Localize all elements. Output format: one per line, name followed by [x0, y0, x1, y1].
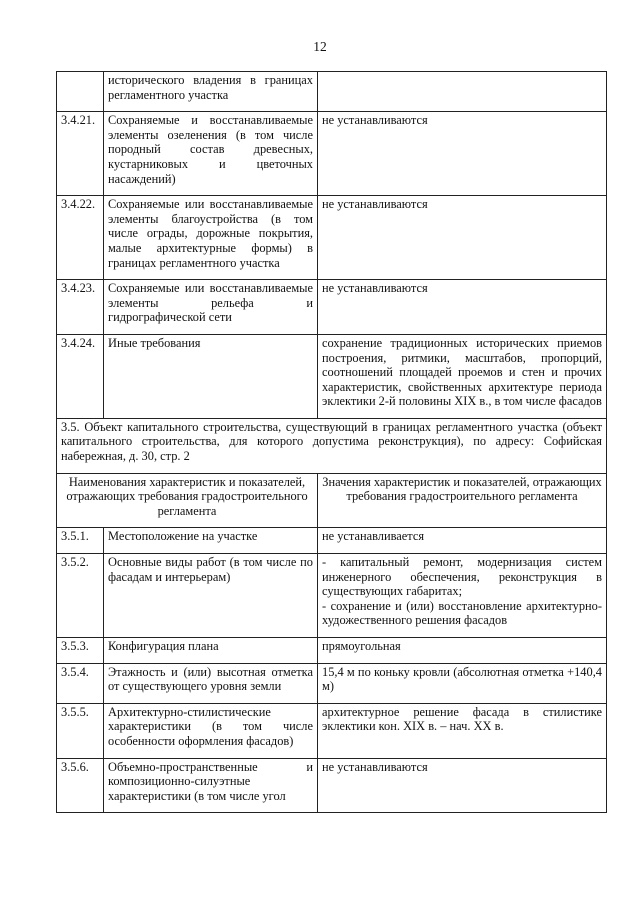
row-characteristic: Иные требования [104, 334, 318, 418]
row-value [318, 663, 607, 703]
row-value-paragraph: - капитальный ремонт, модернизация систем инженерного обеспечения, реконструкция в существующих габаритах; [322, 555, 602, 599]
table-section-3-5 [57, 528, 607, 813]
column-header-row [57, 473, 607, 528]
table-row [57, 638, 607, 664]
row-number: 3.5.2. [57, 554, 104, 638]
row-value [318, 72, 607, 112]
row-value [318, 528, 607, 554]
row-characteristic: Архитектурно-стилистические характеристики (в том числе особенности оформления фасадов) [104, 703, 318, 758]
table-row [57, 280, 607, 335]
row-value-paragraph: 15,4 м по коньку кровли (абсолютная отметка +140,4 м) [322, 664, 602, 694]
table-row [57, 663, 607, 703]
row-value [318, 758, 607, 813]
column-header-names: Наименования характеристик и показателей, отражающих требования градостроительного регламента [57, 473, 318, 528]
column-header-values: Значения характеристик и показателей, отражающих требования градостроительного регламента [318, 473, 607, 528]
table-row [57, 72, 607, 112]
row-value-paragraph: не устанавливаются [322, 759, 428, 774]
page-number: 12 [313, 39, 327, 54]
row-value [318, 703, 607, 758]
row-number: 3.5.3. [57, 638, 104, 664]
row-number: 3.5.4. [57, 663, 104, 703]
row-value-paragraph: прямоугольная [322, 639, 401, 653]
row-characteristic: Сохраняемые и восстанавливаемые элементы озеленения (в том числе породный состав древесных, кустарниковых и цветочных насаждений) [104, 112, 318, 196]
row-characteristic: Объемно-пространственные и композиционно-силуэтные характеристики (в том числе угол [104, 758, 318, 813]
row-number: 3.4.21. [57, 112, 104, 196]
row-characteristic: Сохраняемые или восстанавливаемые элементы рельефа и гидрографической сети [104, 280, 318, 335]
table-row [57, 334, 607, 418]
row-characteristic: исторического владения в границах регламентного участка [104, 72, 318, 112]
row-value: не устанавливаются [318, 112, 607, 196]
row-value-paragraph: - сохранение и (или) восстановление архитектурно-художественного решения фасадов [322, 598, 602, 628]
table-row [57, 528, 607, 554]
section-title-row [57, 418, 607, 473]
row-value: не устанавливаются [318, 196, 607, 280]
row-characteristic: Этажность и (или) высотная отметка от существующего уровня земли [104, 663, 318, 703]
row-number: 3.5.5. [57, 703, 104, 758]
row-number: 3.4.22. [57, 196, 104, 280]
row-characteristic: Сохраняемые или восстанавливаемые элементы благоустройства (в том числе ограды, дорожные покрытия, малые архитектурные формы) в границах регламентного участка [104, 196, 318, 280]
section-title: 3.5. Объект капитального строительства, существующий в границах регламентного участка (объект капитального строительства, для которого допустима реконструкция), по адресу: Софийская набережная, д. 30, стр. 2 [57, 418, 607, 473]
row-characteristic: Основные виды работ (в том числе по фасадам и интерьерам) [104, 554, 318, 638]
row-value-paragraph: не устанавливается [322, 529, 425, 544]
table-row [57, 554, 607, 638]
row-number: 3.5.1. [57, 528, 104, 554]
row-characteristic: Местоположение на участке [104, 528, 318, 554]
table-section-3-5-header [57, 418, 607, 528]
row-value: сохранение традиционных исторических приемов построения, ритмики, масштабов, пропорций, соотношений площадей проемов и стен и прочих характеристик, свойственных архитектуре периода эклектики 2-й половины XIX в., в том числе фасадов [318, 334, 607, 418]
table-row [57, 703, 607, 758]
row-value-paragraph: архитектурное решение фасада в стилистике эклектики кон. XIX в. – нач. XX в. [322, 704, 602, 734]
regulation-table [56, 71, 607, 813]
row-number [57, 72, 104, 112]
table-section-3-4 [57, 72, 607, 419]
table-row [57, 196, 607, 280]
row-number: 3.4.24. [57, 334, 104, 418]
row-value: не устанавливаются [318, 280, 607, 335]
table-row [57, 112, 607, 196]
table-row [57, 758, 607, 813]
row-value [318, 638, 607, 664]
row-number: 3.4.23. [57, 280, 104, 335]
row-characteristic: Конфигурация плана [104, 638, 318, 664]
row-value [318, 554, 607, 638]
row-number: 3.5.6. [57, 758, 104, 813]
